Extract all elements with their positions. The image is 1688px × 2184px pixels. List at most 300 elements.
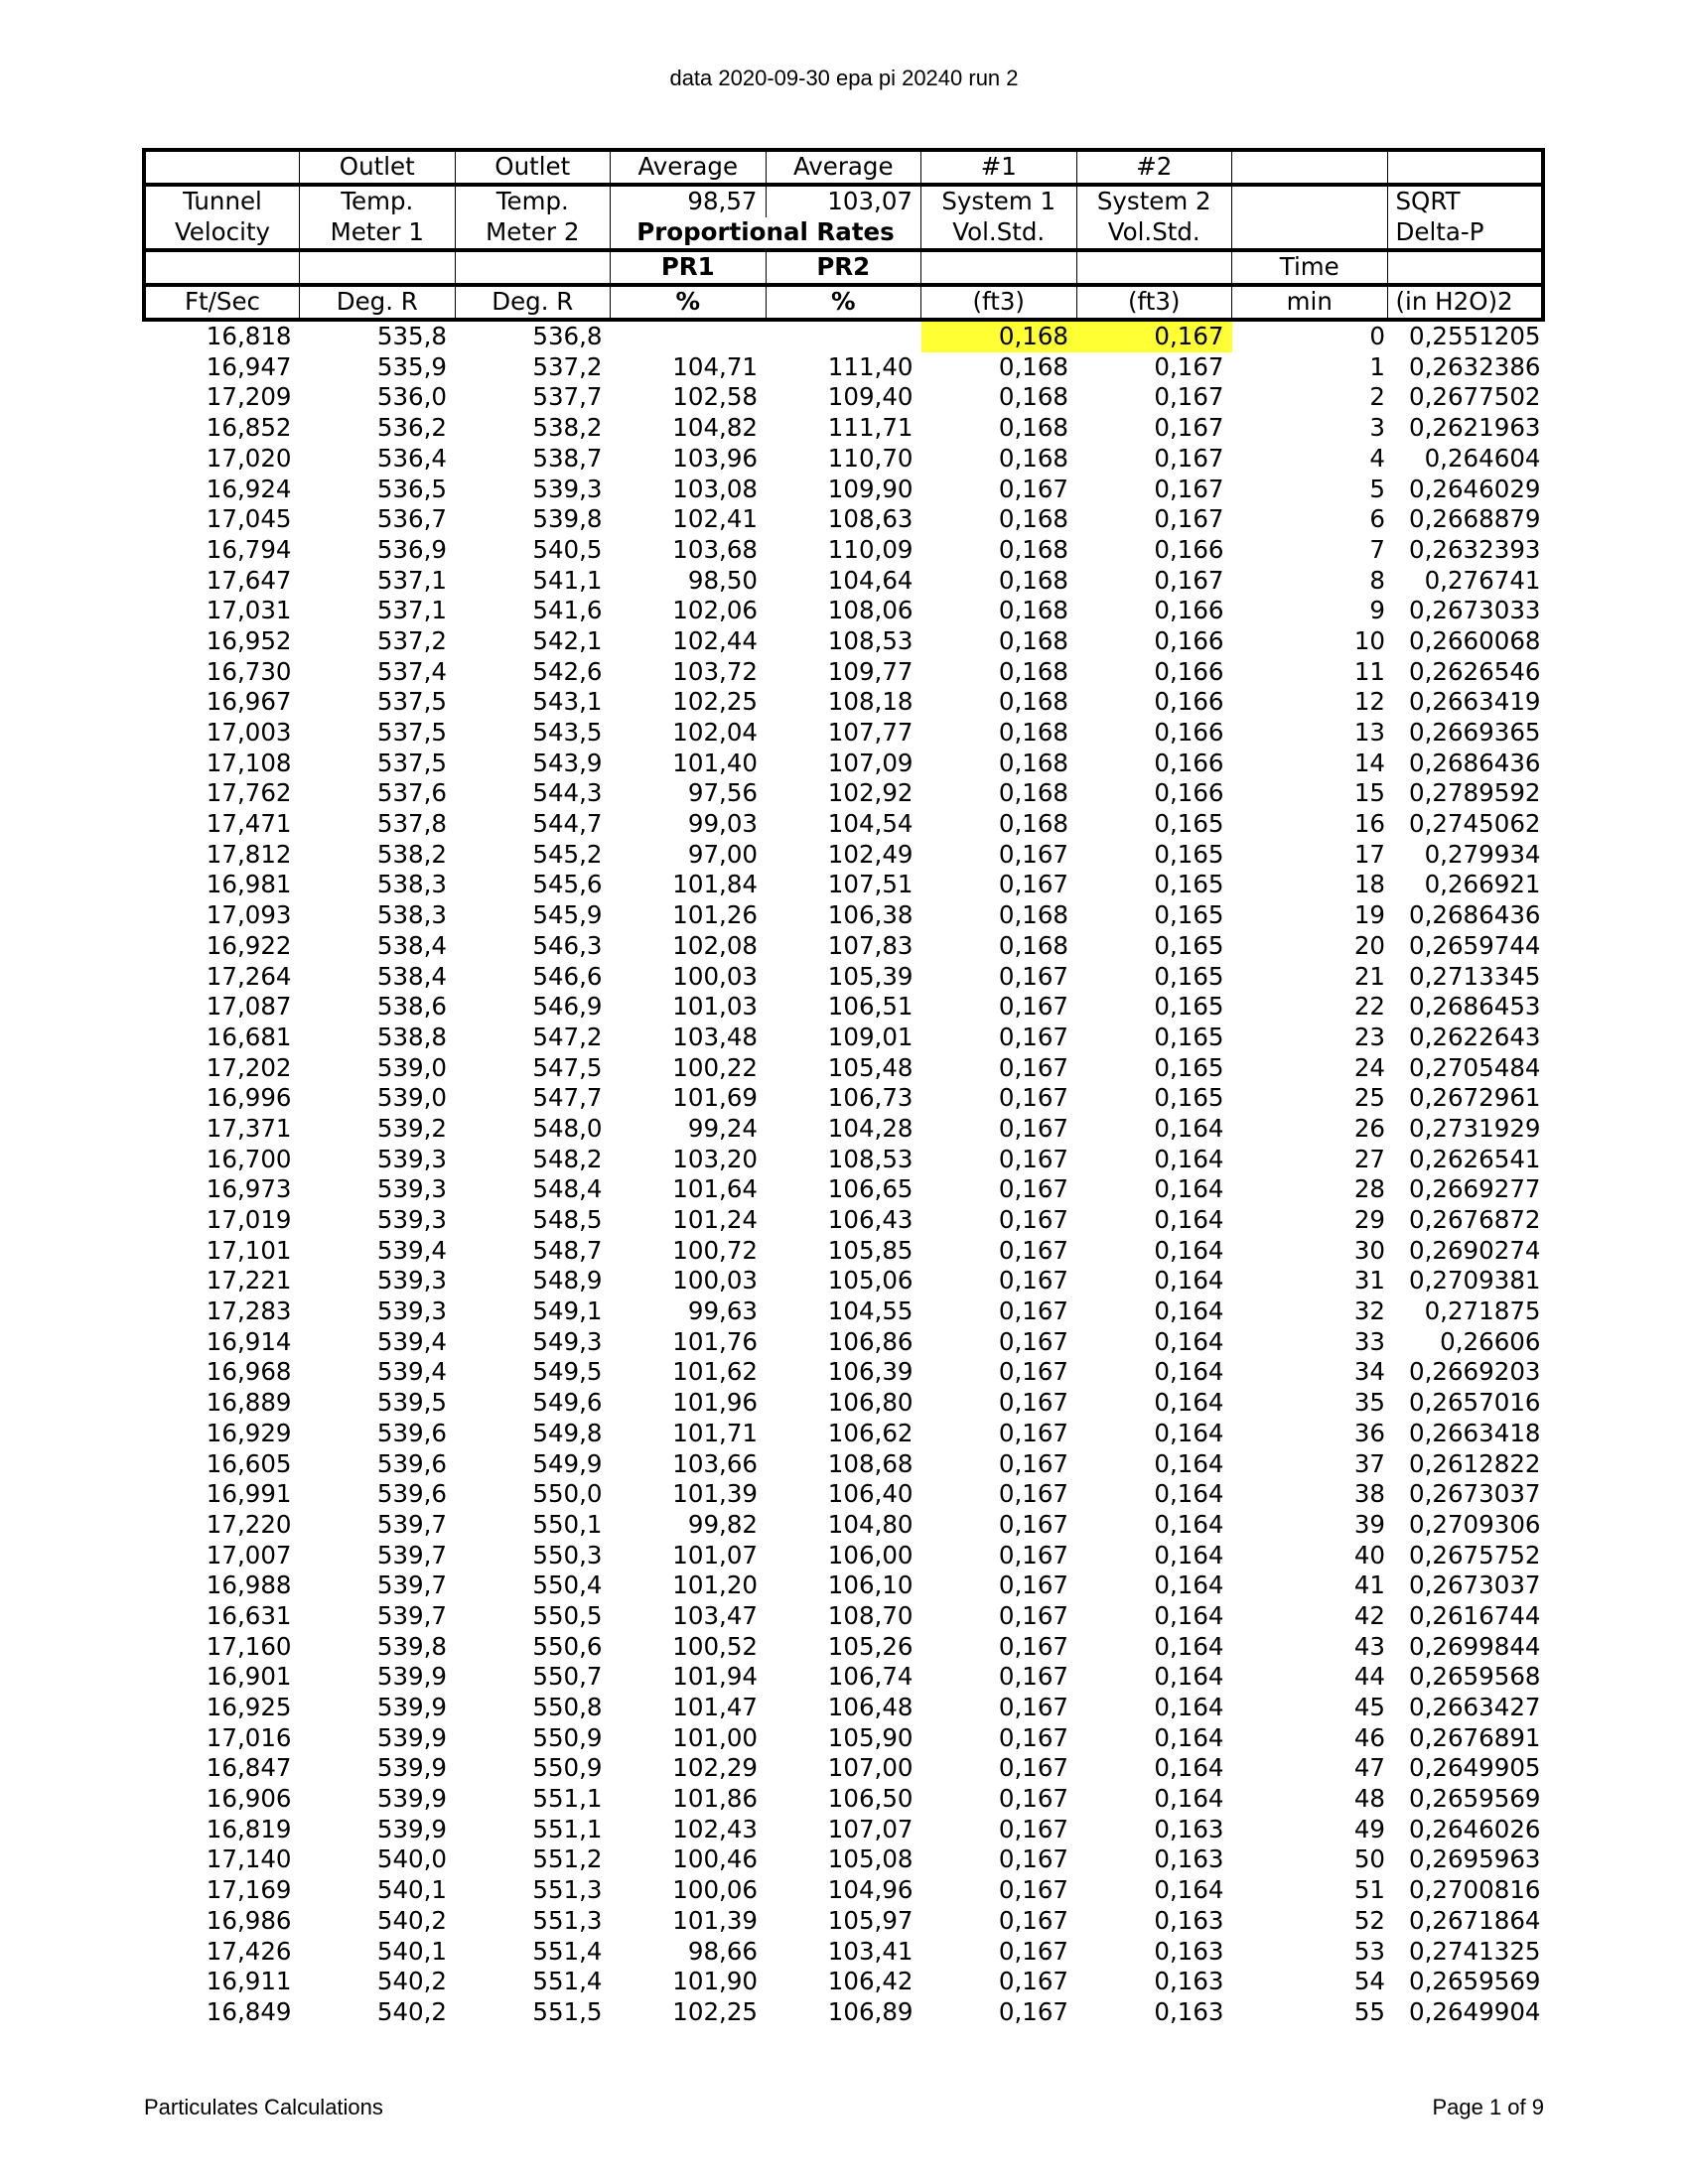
- system1-volstd-cell: 0,168: [998, 565, 1068, 595]
- pr1-cell: 100,03: [672, 961, 758, 991]
- table-row: [144, 1388, 1543, 1419]
- tunnel-velocity-cell: 17,426: [206, 1936, 292, 1966]
- outlet-temp-meter1-cell: 539,8: [376, 1631, 447, 1661]
- header-cell: #1: [921, 150, 1077, 185]
- system1-volstd-cell: 0,168: [998, 596, 1068, 625]
- tunnel-velocity-cell: 16,968: [206, 1357, 292, 1387]
- table-row: [144, 657, 1543, 688]
- table-row: [144, 320, 1543, 352]
- system2-volstd-cell: 0,164: [1154, 1418, 1224, 1447]
- sqrt-delta-p-cell: 0,2789592: [1409, 778, 1541, 808]
- pr1-cell: 100,46: [672, 1844, 758, 1874]
- outlet-temp-meter2-cell: 551,4: [532, 1936, 603, 1966]
- time-cell: 21: [1353, 961, 1385, 991]
- sqrt-delta-p-cell: 0,2673037: [1409, 1479, 1541, 1509]
- outlet-temp-meter2-cell: 543,9: [532, 748, 603, 777]
- outlet-temp-meter1-cell: 536,9: [376, 534, 447, 564]
- time-cell: 18: [1353, 870, 1385, 899]
- pr2-cell: 109,77: [827, 656, 914, 686]
- system1-volstd-cell: 0,168: [998, 382, 1068, 412]
- table-row: [144, 596, 1543, 626]
- tunnel-velocity-cell: 16,986: [206, 1905, 292, 1935]
- tunnel-velocity-cell: 16,981: [206, 870, 292, 899]
- pr2-cell: 111,71: [827, 413, 914, 443]
- pr2-cell: 106,40: [827, 1479, 914, 1509]
- pr1-cell: 103,08: [672, 474, 758, 503]
- system2-volstd-cell: 0,165: [1154, 992, 1224, 1022]
- outlet-temp-meter1-cell: 539,5: [376, 1388, 447, 1418]
- time-cell: 20: [1353, 930, 1385, 960]
- tunnel-velocity-cell: 16,818: [206, 322, 292, 351]
- sqrt-delta-p-cell: 0,2709306: [1409, 1509, 1541, 1539]
- system2-volstd-cell: 0,163: [1154, 1844, 1224, 1874]
- header-cell: Meter 2: [455, 217, 611, 250]
- sqrt-delta-p-cell: 0,2659568: [1409, 1662, 1541, 1692]
- sqrt-delta-p-cell: 0,2695963: [1409, 1844, 1541, 1874]
- system1-volstd-cell: 0,168: [998, 504, 1068, 534]
- sqrt-delta-p-cell: 0,2676872: [1409, 1205, 1541, 1235]
- outlet-temp-meter1-cell: 537,4: [376, 656, 447, 686]
- outlet-temp-meter1-cell: 539,3: [376, 1297, 447, 1326]
- time-cell: 54: [1353, 1967, 1385, 1996]
- system2-volstd-cell: 0,163: [1154, 1967, 1224, 1996]
- time-cell: 40: [1353, 1540, 1385, 1570]
- header-cell: Velocity: [144, 217, 300, 250]
- system1-volstd-cell: 0,167: [998, 1936, 1068, 1966]
- system2-volstd-cell: 0,167: [1154, 351, 1224, 381]
- time-cell: 33: [1353, 1326, 1385, 1356]
- time-cell: 53: [1353, 1936, 1385, 1966]
- pr2-cell: 108,68: [827, 1448, 914, 1478]
- outlet-temp-meter2-cell: 545,2: [532, 839, 603, 869]
- system1-volstd-cell: 0,168: [998, 443, 1068, 473]
- pr1-cell: 102,25: [672, 1996, 758, 2026]
- sqrt-delta-p-cell: 0,2699844: [1409, 1631, 1541, 1661]
- system2-volstd-cell: 0,163: [1154, 1814, 1224, 1843]
- pr1-cell: 102,25: [672, 687, 758, 717]
- outlet-temp-meter1-cell: 539,3: [376, 1174, 447, 1204]
- system2-volstd-cell: 0,167: [1154, 443, 1224, 473]
- system1-volstd-cell: 0,167: [998, 1753, 1068, 1783]
- system2-volstd-cell: 0,164: [1154, 1509, 1224, 1539]
- time-cell: 16: [1353, 809, 1385, 839]
- time-cell: 55: [1353, 1996, 1385, 2026]
- tunnel-velocity-cell: 17,471: [206, 809, 292, 839]
- outlet-temp-meter1-cell: 539,9: [376, 1814, 447, 1843]
- header-cell: Deg. R: [455, 285, 611, 320]
- system2-volstd-cell: 0,165: [1154, 961, 1224, 991]
- system2-volstd-cell: 0,163: [1154, 1936, 1224, 1966]
- outlet-temp-meter2-cell: 549,9: [532, 1448, 603, 1478]
- system2-volstd-cell: 0,164: [1154, 1297, 1224, 1326]
- pr2-cell: 104,55: [827, 1297, 914, 1326]
- outlet-temp-meter2-cell: 542,1: [532, 625, 603, 655]
- outlet-temp-meter2-cell: 551,1: [532, 1784, 603, 1814]
- pr1-cell: 103,20: [672, 1144, 758, 1173]
- table-row: [144, 1053, 1543, 1084]
- sqrt-delta-p-cell: 0,279934: [1424, 839, 1541, 869]
- pr2-cell: 109,90: [827, 474, 914, 503]
- header-row: [144, 150, 1543, 185]
- system1-volstd-cell: 0,167: [998, 1297, 1068, 1326]
- tunnel-velocity-cell: 16,947: [206, 351, 292, 381]
- pr2-cell: 106,89: [827, 1996, 914, 2026]
- table-row: [144, 749, 1543, 779]
- tunnel-velocity-cell: 17,220: [206, 1509, 292, 1539]
- system1-volstd-cell: 0,167: [998, 1662, 1068, 1692]
- pr2-cell: 105,26: [827, 1631, 914, 1661]
- pr2-cell: 106,74: [827, 1662, 914, 1692]
- pr1-cell: 102,29: [672, 1753, 758, 1783]
- tunnel-velocity-cell: 16,952: [206, 625, 292, 655]
- outlet-temp-meter1-cell: 539,7: [376, 1600, 447, 1630]
- time-cell: 11: [1353, 656, 1385, 686]
- pr2-cell: 106,38: [827, 900, 914, 930]
- outlet-temp-meter1-cell: 535,8: [376, 322, 447, 351]
- system1-volstd-cell: 0,167: [998, 1022, 1068, 1051]
- table-row: [144, 1479, 1543, 1510]
- data-table: [142, 148, 1545, 2028]
- pr1-cell: 101,03: [672, 992, 758, 1022]
- outlet-temp-meter2-cell: 548,2: [532, 1144, 603, 1173]
- system2-volstd-cell: 0,164: [1154, 1388, 1224, 1418]
- outlet-temp-meter1-cell: 536,0: [376, 382, 447, 412]
- sqrt-delta-p-cell: 0,2677502: [1409, 382, 1541, 412]
- outlet-temp-meter2-cell: 546,9: [532, 992, 603, 1022]
- sqrt-delta-p-cell: 0,2646026: [1409, 1814, 1541, 1843]
- tunnel-velocity-cell: 16,889: [206, 1388, 292, 1418]
- table-row: [144, 1023, 1543, 1053]
- sqrt-delta-p-cell: 0,2659569: [1409, 1967, 1541, 1996]
- outlet-temp-meter2-cell: 551,5: [532, 1996, 603, 2026]
- time-cell: 52: [1353, 1905, 1385, 1935]
- pr2-cell: 105,85: [827, 1235, 914, 1265]
- time-cell: 27: [1353, 1144, 1385, 1173]
- time-cell: 44: [1353, 1662, 1385, 1692]
- tunnel-velocity-cell: 17,812: [206, 839, 292, 869]
- sqrt-delta-p-cell: 0,2632386: [1409, 351, 1541, 381]
- sqrt-delta-p-cell: 0,2745062: [1409, 809, 1541, 839]
- table-row: [144, 1114, 1543, 1145]
- system1-volstd-cell: 0,168: [998, 748, 1068, 777]
- header-row: [144, 217, 1543, 250]
- table-row: [144, 1510, 1543, 1541]
- sqrt-delta-p-cell: 0,2741325: [1409, 1936, 1541, 1966]
- header-cell: Outlet: [300, 150, 456, 185]
- pr2-cell: 106,62: [827, 1418, 914, 1447]
- pr2-cell: 110,70: [827, 443, 914, 473]
- pr2-cell: 106,48: [827, 1693, 914, 1722]
- pr2-cell: 104,28: [827, 1113, 914, 1143]
- header-cell: Vol.Std.: [921, 217, 1077, 250]
- outlet-temp-meter1-cell: 537,1: [376, 565, 447, 595]
- header-cell: [455, 250, 611, 285]
- header-cell: (in H2O)2: [1387, 285, 1543, 320]
- system1-volstd-cell: 0,167: [998, 1113, 1068, 1143]
- outlet-temp-meter1-cell: 539,6: [376, 1479, 447, 1509]
- outlet-temp-meter2-cell: 539,8: [532, 504, 603, 534]
- pr2-cell: 106,10: [827, 1570, 914, 1600]
- outlet-temp-meter2-cell: 541,6: [532, 596, 603, 625]
- system1-volstd-cell: 0,168: [998, 778, 1068, 808]
- time-cell: 10: [1353, 625, 1385, 655]
- tunnel-velocity-cell: 16,906: [206, 1784, 292, 1814]
- outlet-temp-meter1-cell: 536,5: [376, 474, 447, 503]
- outlet-temp-meter2-cell: 545,6: [532, 870, 603, 899]
- pr1-cell: 104,82: [672, 413, 758, 443]
- sqrt-delta-p-cell: 0,2659744: [1409, 930, 1541, 960]
- table-row: [144, 1997, 1543, 2028]
- time-cell: 50: [1353, 1844, 1385, 1874]
- table-row: [144, 1297, 1543, 1327]
- table-row: [144, 382, 1543, 413]
- pr2-cell: 105,06: [827, 1266, 914, 1296]
- system2-volstd-cell: 0,165: [1154, 1022, 1224, 1051]
- table-row: [144, 1632, 1543, 1663]
- tunnel-velocity-cell: 16,681: [206, 1022, 292, 1051]
- tunnel-velocity-cell: 16,967: [206, 687, 292, 717]
- system2-volstd-cell: 0,164: [1154, 1631, 1224, 1661]
- time-cell: 35: [1353, 1388, 1385, 1418]
- sqrt-delta-p-cell: 0,2676891: [1409, 1722, 1541, 1752]
- system1-volstd-cell: 0,168: [998, 625, 1068, 655]
- outlet-temp-meter1-cell: 538,6: [376, 992, 447, 1022]
- time-cell: 31: [1353, 1266, 1385, 1296]
- time-cell: 26: [1353, 1113, 1385, 1143]
- header-cell: PR1: [611, 250, 767, 285]
- outlet-temp-meter2-cell: 551,2: [532, 1844, 603, 1874]
- tunnel-velocity-cell: 16,794: [206, 534, 292, 564]
- tunnel-velocity-cell: 16,849: [206, 1996, 292, 2026]
- header-cell: SQRT: [1387, 185, 1543, 217]
- header-cell: (ft3): [1076, 285, 1232, 320]
- tunnel-velocity-cell: 16,924: [206, 474, 292, 503]
- system1-volstd-cell: 0,167: [998, 1996, 1068, 2026]
- outlet-temp-meter1-cell: 539,4: [376, 1326, 447, 1356]
- header-cell: min: [1232, 285, 1388, 320]
- pr1-cell: 103,48: [672, 1022, 758, 1051]
- time-cell: 9: [1369, 596, 1385, 625]
- outlet-temp-meter1-cell: 538,4: [376, 930, 447, 960]
- system2-volstd-cell: 0,163: [1154, 1996, 1224, 2026]
- outlet-temp-meter2-cell: 549,5: [532, 1357, 603, 1387]
- pr2-cell: 102,49: [827, 839, 914, 869]
- pr1-cell: 102,04: [672, 718, 758, 748]
- system1-volstd-cell: 0,167: [998, 1509, 1068, 1539]
- table-row: [144, 840, 1543, 871]
- sqrt-delta-p-cell: 0,2673033: [1409, 596, 1541, 625]
- outlet-temp-meter1-cell: 540,1: [376, 1875, 447, 1905]
- time-cell: 0: [1369, 322, 1385, 351]
- system2-volstd-cell: 0,164: [1154, 1875, 1224, 1905]
- outlet-temp-meter1-cell: 539,4: [376, 1235, 447, 1265]
- outlet-temp-meter1-cell: 539,9: [376, 1722, 447, 1752]
- outlet-temp-meter2-cell: 543,5: [532, 718, 603, 748]
- system1-volstd-cell: 0,167: [998, 1479, 1068, 1509]
- outlet-temp-meter2-cell: 550,7: [532, 1662, 603, 1692]
- pr1-cell: 101,94: [672, 1662, 758, 1692]
- pr2-cell: 108,53: [827, 1144, 914, 1173]
- system1-volstd-cell: 0,167: [998, 1967, 1068, 1996]
- tunnel-velocity-cell: 17,371: [206, 1113, 292, 1143]
- tunnel-velocity-cell: 17,003: [206, 718, 292, 748]
- header-cell: [1076, 250, 1232, 285]
- sqrt-delta-p-cell: 0,271875: [1424, 1297, 1541, 1326]
- sqrt-delta-p-cell: 0,2709381: [1409, 1266, 1541, 1296]
- sqrt-delta-p-cell: 0,2660068: [1409, 625, 1541, 655]
- system2-volstd-cell: 0,166: [1154, 778, 1224, 808]
- tunnel-velocity-cell: 16,991: [206, 1479, 292, 1509]
- pr1-cell: 100,72: [672, 1235, 758, 1265]
- pr2-cell: 107,83: [827, 930, 914, 960]
- system1-volstd-cell: 0,167: [998, 1570, 1068, 1600]
- tunnel-velocity-cell: 16,973: [206, 1174, 292, 1204]
- time-cell: 1: [1369, 351, 1385, 381]
- header-cell: %: [766, 285, 921, 320]
- tunnel-velocity-cell: 16,925: [206, 1693, 292, 1722]
- footer-document-name: Particulates Calculations: [144, 2095, 383, 2119]
- outlet-temp-meter1-cell: 537,8: [376, 809, 447, 839]
- system1-volstd-cell: 0,167: [998, 870, 1068, 899]
- tunnel-velocity-cell: 17,019: [206, 1205, 292, 1235]
- outlet-temp-meter2-cell: 550,9: [532, 1722, 603, 1752]
- header-cell: Outlet: [455, 150, 611, 185]
- table-row: [144, 1784, 1543, 1815]
- time-cell: 37: [1353, 1448, 1385, 1478]
- header-row: [144, 185, 1543, 217]
- header-cell: Temp.: [455, 185, 611, 217]
- pr1-cell: 101,96: [672, 1388, 758, 1418]
- pr2-cell: 110,09: [827, 534, 914, 564]
- outlet-temp-meter2-cell: 541,1: [532, 565, 603, 595]
- time-cell: 34: [1353, 1357, 1385, 1387]
- pr1-cell: 101,71: [672, 1418, 758, 1447]
- system2-volstd-cell: 0,164: [1154, 1113, 1224, 1143]
- table-row: [144, 1906, 1543, 1937]
- tunnel-velocity-cell: 16,922: [206, 930, 292, 960]
- system2-volstd-cell: 0,166: [1154, 718, 1224, 748]
- pr2-cell: 104,96: [827, 1875, 914, 1905]
- system2-volstd-cell: 0,166: [1154, 656, 1224, 686]
- time-cell: 42: [1353, 1600, 1385, 1630]
- header-cell: Average: [611, 150, 767, 185]
- outlet-temp-meter1-cell: 539,4: [376, 1357, 447, 1387]
- pr1-cell: 101,39: [672, 1905, 758, 1935]
- sqrt-delta-p-cell: 0,2626546: [1409, 656, 1541, 686]
- outlet-temp-meter1-cell: 540,2: [376, 1996, 447, 2026]
- sqrt-delta-p-cell: 0,2663427: [1409, 1693, 1541, 1722]
- header-cell: System 1: [921, 185, 1077, 217]
- pr1-cell: 103,72: [672, 656, 758, 686]
- outlet-temp-meter1-cell: 537,5: [376, 748, 447, 777]
- outlet-temp-meter1-cell: 536,7: [376, 504, 447, 534]
- pr1-cell: 101,07: [672, 1540, 758, 1570]
- time-cell: 6: [1369, 504, 1385, 534]
- pr2-cell: 106,50: [827, 1784, 914, 1814]
- time-cell: 12: [1353, 687, 1385, 717]
- tunnel-velocity-cell: 16,914: [206, 1326, 292, 1356]
- time-cell: 51: [1353, 1875, 1385, 1905]
- pr1-cell: 99,82: [687, 1509, 758, 1539]
- pr1-cell: 101,76: [672, 1326, 758, 1356]
- table-row: [144, 1266, 1543, 1297]
- pr1-cell: [611, 320, 767, 352]
- time-cell: 25: [1353, 1083, 1385, 1113]
- system2-volstd-cell: 0,164: [1154, 1205, 1224, 1235]
- system1-volstd-cell: 0,168: [998, 656, 1068, 686]
- table-row: [144, 474, 1543, 504]
- system2-volstd-cell: 0,166: [1154, 534, 1224, 564]
- pr1-cell: 101,26: [672, 900, 758, 930]
- sqrt-delta-p-cell: 0,2675752: [1409, 1540, 1541, 1570]
- sqrt-delta-p-cell: 0,2669203: [1409, 1357, 1541, 1387]
- system2-volstd-cell: 0,167: [1154, 382, 1224, 412]
- pr2-cell: 105,90: [827, 1722, 914, 1752]
- pr2-cell: 102,92: [827, 778, 914, 808]
- sqrt-delta-p-cell: 0,2700816: [1409, 1875, 1541, 1905]
- pr1-cell: 97,00: [687, 839, 758, 869]
- pr1-cell: 101,62: [672, 1357, 758, 1387]
- time-cell: 23: [1353, 1022, 1385, 1051]
- pr1-cell: 101,24: [672, 1205, 758, 1235]
- sqrt-delta-p-cell: 0,2731929: [1409, 1113, 1541, 1143]
- pr1-cell: 101,00: [672, 1722, 758, 1752]
- time-cell: 22: [1353, 992, 1385, 1022]
- outlet-temp-meter1-cell: 537,6: [376, 778, 447, 808]
- table-body: [144, 320, 1543, 2028]
- outlet-temp-meter2-cell: 548,0: [532, 1113, 603, 1143]
- system1-volstd-cell: 0,167: [998, 1205, 1068, 1235]
- pr2-cell: 108,18: [827, 687, 914, 717]
- average-pr2-value: 103,07: [766, 185, 921, 217]
- system1-volstd-cell: 0,168: [998, 900, 1068, 930]
- outlet-temp-meter2-cell: 540,5: [532, 534, 603, 564]
- system1-volstd-cell: 0,167: [998, 1693, 1068, 1722]
- sqrt-delta-p-cell: 0,2551205: [1409, 322, 1541, 351]
- header-cell: Tunnel: [144, 185, 300, 217]
- header-cell: Time: [1232, 250, 1388, 285]
- tunnel-velocity-cell: 17,016: [206, 1722, 292, 1752]
- outlet-temp-meter1-cell: 539,7: [376, 1570, 447, 1600]
- sqrt-delta-p-cell: 0,276741: [1424, 565, 1541, 595]
- system2-volstd-cell: 0,166: [1154, 748, 1224, 777]
- time-cell: 32: [1353, 1297, 1385, 1326]
- pr1-cell: 103,96: [672, 443, 758, 473]
- outlet-temp-meter2-cell: 547,2: [532, 1022, 603, 1051]
- outlet-temp-meter2-cell: 550,9: [532, 1753, 603, 1783]
- pr2-cell: 104,54: [827, 809, 914, 839]
- outlet-temp-meter2-cell: 550,3: [532, 1540, 603, 1570]
- sqrt-delta-p-cell: 0,264604: [1424, 443, 1541, 473]
- outlet-temp-meter2-cell: 537,2: [532, 351, 603, 381]
- tunnel-velocity-cell: 16,911: [206, 1967, 292, 1996]
- system1-volstd-cell: 0,168: [998, 687, 1068, 717]
- header-cell: [300, 250, 456, 285]
- pr2-cell: 106,51: [827, 992, 914, 1022]
- outlet-temp-meter1-cell: 540,1: [376, 1936, 447, 1966]
- sqrt-delta-p-cell: 0,2669277: [1409, 1174, 1541, 1204]
- tunnel-velocity-cell: 17,202: [206, 1052, 292, 1082]
- system1-volstd-cell: 0,167: [998, 839, 1068, 869]
- time-cell: 5: [1369, 474, 1385, 503]
- outlet-temp-meter1-cell: 539,9: [376, 1693, 447, 1722]
- pr1-cell: 102,58: [672, 382, 758, 412]
- sqrt-delta-p-cell: 0,2663419: [1409, 687, 1541, 717]
- system2-volstd-cell: 0,165: [1154, 870, 1224, 899]
- outlet-temp-meter2-cell: 549,1: [532, 1297, 603, 1326]
- table-row: [144, 535, 1543, 566]
- table-row: [144, 1723, 1543, 1754]
